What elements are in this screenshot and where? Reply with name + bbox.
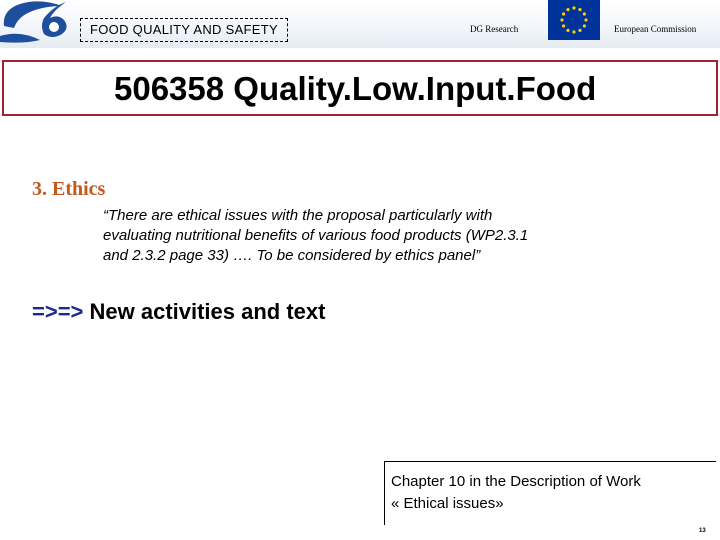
outcome-text: New activities and text [83, 299, 326, 324]
fp6-logo-icon [0, 0, 80, 46]
chapter-note-line1: Chapter 10 in the Description of Work [391, 473, 641, 490]
page-number: 13 [699, 528, 706, 534]
quote-line: “There are ethical issues with the proposal particularly with [103, 207, 493, 224]
european-commission-label: European Commission [614, 24, 697, 34]
double-arrow-icon: =>=> [32, 299, 84, 324]
quote-line: and 2.3.2 page 33) …. To be considered by ethics panel” [103, 247, 481, 264]
quote-line: evaluating nutritional benefits of various food products (WP2.3.1 [103, 227, 529, 244]
page-title: 506358 Quality.Low.Input.Food [114, 70, 597, 107]
eu-flag-icon [548, 0, 600, 40]
section-heading: 3. Ethics [32, 178, 106, 200]
chapter-note [391, 471, 641, 515]
chapter-note-line2: « Ethical issues» [391, 495, 504, 512]
reviewer-quote [103, 206, 603, 266]
dg-research-label: DG Research [470, 24, 519, 34]
outcome-line [32, 299, 325, 325]
title-box [2, 60, 718, 116]
program-label: FOOD QUALITY AND SAFETY [80, 18, 288, 42]
